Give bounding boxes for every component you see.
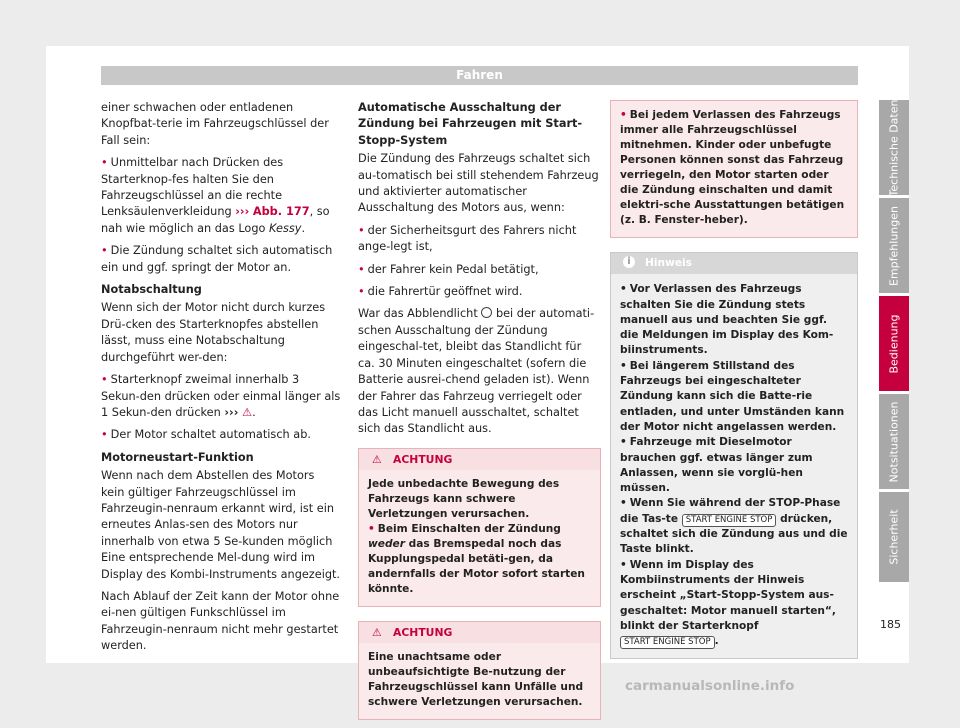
bullet-icon: • [620, 283, 627, 296]
paragraph: Wenn nach dem Abstellen des Motors kein gültiger Fahrzeugschlüssel im Fahrzeugin-nenraum erkannt wird, ist ein erneutes Anlas-sen des Motors nur innerhalb von etwa 5 Se-kunden möglich Eine entsprechende Mel-dung wird im Display des Kombi-Instruments angezeigt. [101, 469, 341, 581]
bullet-item [101, 372, 341, 421]
info-icon: i [623, 256, 635, 268]
heading-motorneustart: Motorneustart-Funktion [101, 450, 254, 464]
bullet-text: der Sicherheitsgurt des Fahrers nicht ange-legt ist, [358, 223, 577, 254]
tab-label: Sicherheit [887, 509, 901, 565]
bullet-icon: • [620, 558, 627, 571]
watermark: carmanualsonline.info [625, 678, 795, 694]
warning-text: das Bremspedal noch das Kupplungspedal betäti-gen, da andernfalls der Motor sofort starten könnte. [368, 537, 585, 595]
arrow-icon: ››› [224, 405, 239, 419]
note-text: Vor Verlassen des Fahrzeugs schalten Sie die Zündung stets manuell aus und beachten Sie ggf. die Meldungen im Display des Kom-biinstruments. [620, 283, 834, 357]
note-bullet [620, 282, 848, 358]
bullet-icon: • [620, 497, 627, 510]
note-text: Wenn Sie während der STOP-Phase die Tas-te [620, 497, 841, 525]
note-bullet [620, 359, 848, 435]
warning-body [611, 101, 857, 237]
bullet-text: , so nah wie möglich an das Logo [101, 205, 330, 235]
bullet-icon: • [358, 262, 365, 276]
bullet-item [358, 262, 601, 278]
bullet-item [101, 243, 341, 276]
arrow-icon: ››› [235, 205, 250, 219]
column-1 [101, 100, 341, 661]
bullet-icon: • [358, 285, 365, 299]
emphasis: weder [368, 537, 405, 550]
bullet-item [358, 284, 601, 300]
paragraph: Wenn sich der Motor nicht durch kurzes Drü-cken des Starterknopfes abstellen lässt, muss eine Notabschaltung durchgeführt wer-den: [101, 301, 326, 364]
note-title: Hinweis [645, 257, 692, 269]
warning-text: Beim Einschalten der Zündung [377, 522, 561, 535]
tab-label: Notsituationen [887, 401, 901, 482]
paragraph: Die Zündung des Fahrzeugs schaltet sich au-tomatisch bei still stehendem Fahrzeug und aktivierter automatischer Ausschaltung des Motors aus, wenn: [358, 152, 599, 215]
note-text: Fahrzeuge mit Dieselmotor brauchen ggf. etwas länger zum Anlassen, wenn sie vorglü-hen müssen. [620, 436, 813, 495]
note-text: Bei längerem Stillstand des Fahrzeugs bei eingeschalteter Zündung kann sich die Batte-rie entladen, und unter Umständen kann der Motor nicht angelassen werden. [620, 359, 845, 433]
warning-box-continued [610, 100, 858, 238]
bullet-icon: • [620, 109, 627, 121]
bullet-item [358, 223, 601, 256]
tab-label: Technische Daten [887, 99, 901, 196]
tab-sicherheit[interactable] [879, 492, 909, 582]
bullet-text: Der Motor schaltet automatisch ab. [110, 428, 311, 442]
warning-bullet [368, 522, 591, 597]
tab-technische-daten[interactable] [879, 100, 909, 195]
bullet-text: Die Zündung schaltet sich automatisch ein und ggf. springt der Motor an. [101, 244, 333, 274]
heading-notabschaltung: Notabschaltung [101, 283, 202, 297]
warning-box [358, 448, 601, 607]
bullet-icon: • [368, 522, 375, 535]
bullet-icon: • [101, 244, 108, 258]
heading-auto-ausschaltung: Automatische Ausschaltung der Zündung bei Fahrzeugen mit Start-Stopp-System [358, 101, 583, 147]
warning-icon: ⚠ [372, 452, 382, 466]
bullet-text: Starterknopf zweimal innerhalb 3 Sekun-den drücken oder einmal länger als 1 Sekun-den drücken [101, 373, 341, 419]
bullet-item [101, 155, 341, 237]
column-3 [610, 100, 858, 659]
tab-label: Bedienung [887, 313, 901, 374]
warning-header [359, 449, 600, 470]
note-bullet [620, 435, 848, 496]
warning-text: Eine unachtsame oder unbeaufsichtigte Be-nutzung der Fahrzeugschlüssel kann Unfälle und schwere Verletzungen verursachen. [368, 650, 584, 708]
punct: . [252, 405, 256, 419]
note-text: drücken, schaltet sich die Zündung aus und die Taste blinkt. [620, 512, 848, 556]
paragraph-text: bei der automati-schen Ausschaltung der Zündung eingeschal-tet, bleibt das Standlicht für ca. 30 Minuten eingeschaltet (sofern die Batterie ausrei-chend geladen ist). Wenn der Fahrer das Fahrzeug verriegelt oder das Licht manuell ausschaltet, schaltet sich das Standlicht aus. [358, 307, 595, 436]
warning-icon: ⚠ [241, 405, 253, 419]
note-text: Wenn im Display des Kombiinstruments der Hinweis erscheint „Start-Stopp-System aus-geschaltet: Motor manuell starten“, blinkt der Starterknopf [620, 558, 836, 632]
warning-icon: ⚠ [372, 625, 382, 639]
tab-bedienung[interactable] [879, 296, 909, 391]
note-box [610, 252, 858, 659]
page-header: Fahren [101, 66, 858, 85]
start-engine-stop-key: START ENGINE STOP [620, 636, 715, 649]
bullet-icon: • [620, 436, 627, 449]
note-body [611, 274, 857, 658]
logo-name: Kessy [269, 221, 302, 235]
tab-empfehlungen[interactable] [879, 198, 909, 293]
paragraph [358, 306, 601, 437]
note-bullet [620, 558, 848, 650]
bullet-text: Unmittelbar nach Drücken des Starterknop-fes halten Sie den Fahrzeugschlüssel an die rechte Lenksäulenverkleidung [101, 156, 284, 219]
bullet-item [101, 427, 341, 443]
warning-box [358, 621, 601, 720]
warning-title: ACHTUNG [393, 625, 453, 639]
figure-link[interactable]: Abb. 177 [252, 205, 310, 219]
low-beam-icon [481, 307, 492, 318]
bullet-icon: • [101, 428, 108, 442]
column-2 [358, 100, 601, 728]
warning-text: Jede unbedachte Bewegung des Fahrzeugs kann schwere Verletzungen verursachen. [368, 477, 560, 520]
bullet-icon: • [101, 373, 108, 387]
paragraph: Nach Ablauf der Zeit kann der Motor ohne ei-nen gültigen Funkschlüssel im Fahrzeugin-nenraum nicht mehr gestartet werden. [101, 589, 340, 653]
warning-text: Bei jedem Verlassen des Fahrzeugs immer alle Fahrzeugschlüssel mitnehmen. Kinder oder unbefugte Personen können sonst das Fahrzeug verriegeln, den Motor starten oder die Zündung einschalten und damit elektri-sche Ausstattungen betätigen (z. B. Fenster-heber). [620, 109, 845, 226]
warning-body [359, 470, 600, 606]
paragraph: einer schwachen oder entladenen Knopfbat-terie im Fahrzeugschlüssel der Fall sein: [101, 101, 329, 147]
page-number: 185 [880, 618, 901, 631]
start-engine-stop-key: START ENGINE STOP [682, 514, 777, 527]
note-bullet [620, 496, 848, 557]
bullet-text: der Fahrer kein Pedal betätigt, [367, 262, 539, 276]
warning-body [359, 643, 600, 719]
warning-title: ACHTUNG [393, 452, 453, 466]
punct: . [301, 221, 306, 235]
bullet-icon: • [358, 223, 365, 237]
tab-label: Empfehlungen [887, 205, 901, 286]
bullet-icon: • [101, 156, 108, 170]
note-header [611, 253, 857, 274]
tab-notsituationen[interactable] [879, 394, 909, 489]
bullet-icon: • [620, 359, 627, 372]
punct: . [714, 635, 719, 648]
warning-header [359, 622, 600, 643]
bullet-text: die Fahrertür geöffnet wird. [367, 285, 523, 299]
paragraph-text: War das Abblendlicht [358, 307, 478, 321]
